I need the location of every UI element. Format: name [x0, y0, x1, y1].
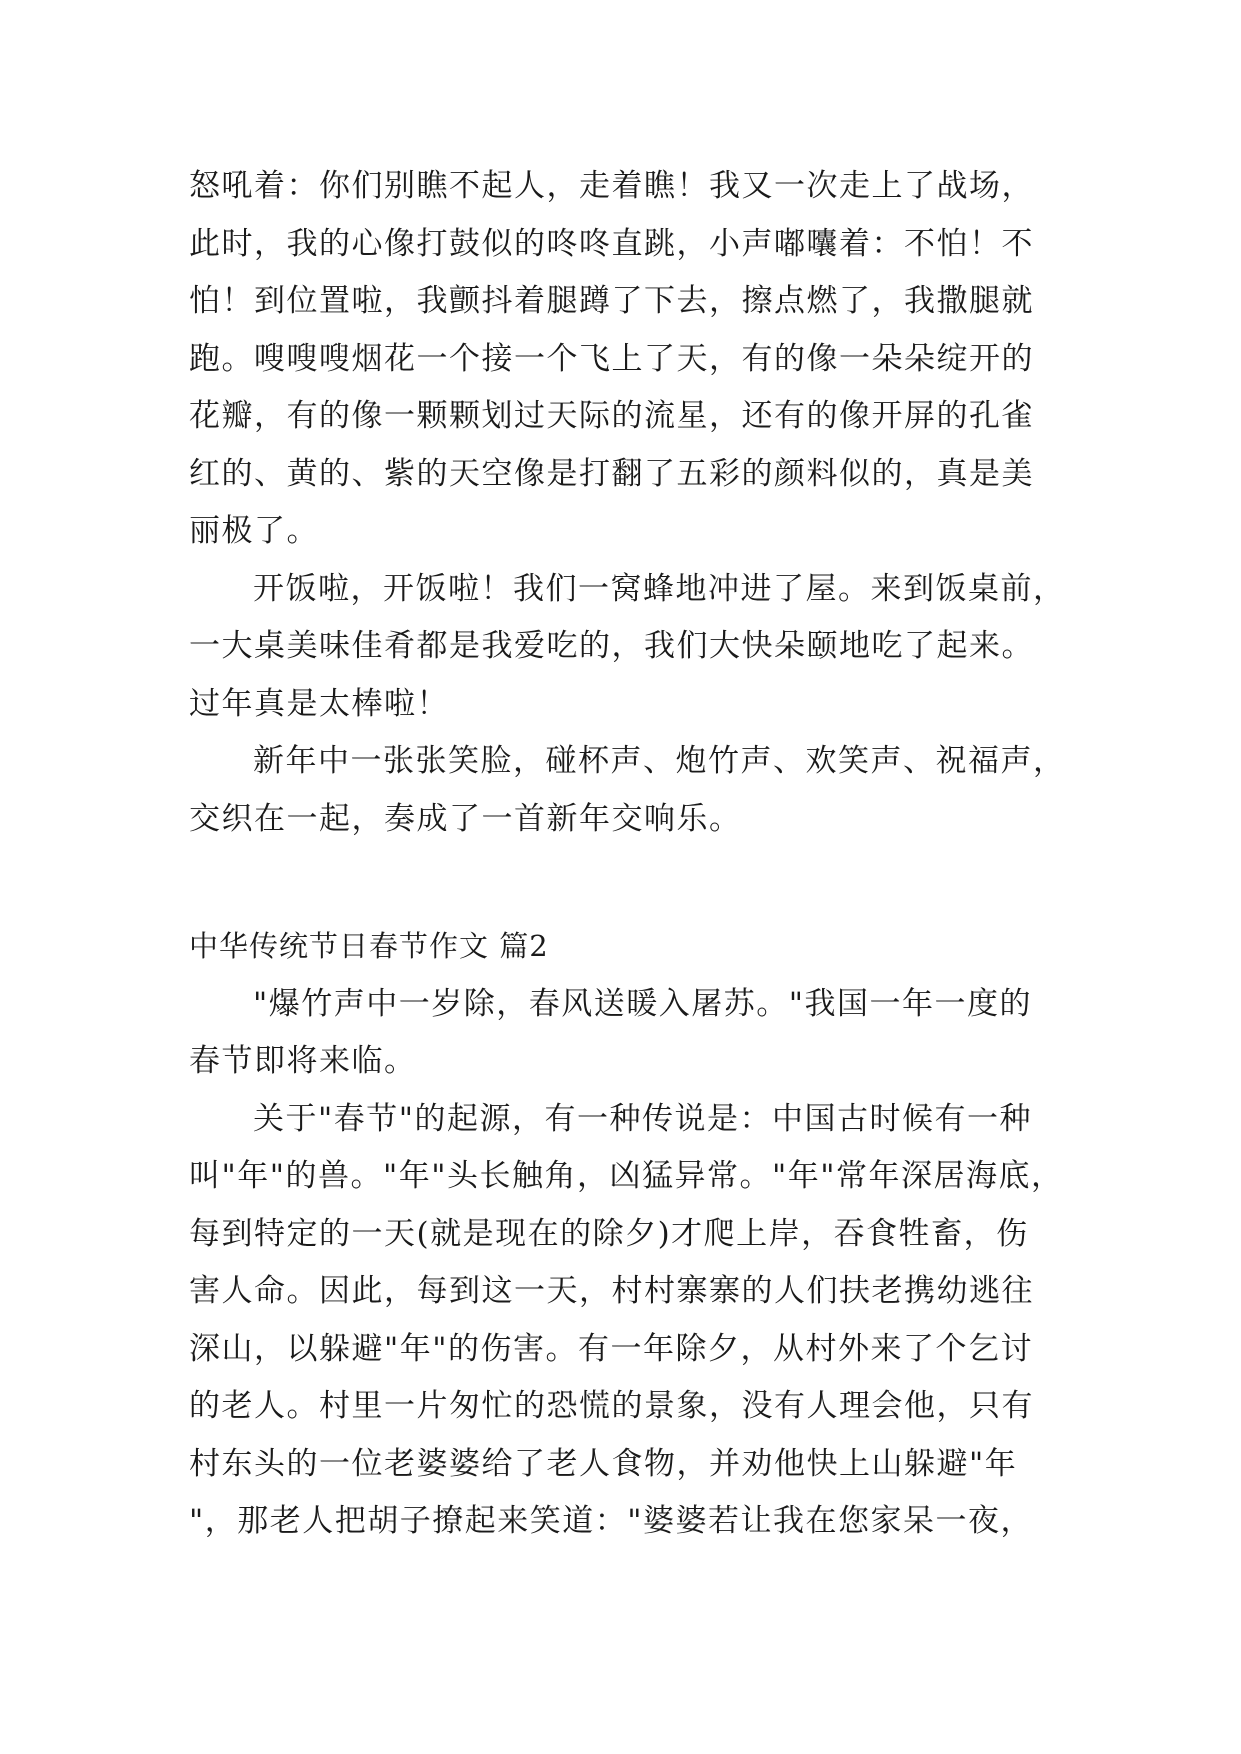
text-line: 的老人。村里一片匆忙的恐慌的景象，没有人理会他，只有 [189, 1388, 1034, 1424]
text-line: 红的、黄的、紫的天空像是打翻了五彩的颜料似的，真是美 [189, 455, 1034, 492]
section-spacer [189, 848, 1049, 918]
text-line: 一大桌美味佳肴都是我爱吃的，我们大快朵颐地吃了起来。 [189, 628, 1034, 664]
text-line: 怒吼着：你们别瞧不起人，走着瞧！我又一次走上了战场， [189, 168, 1034, 204]
text-line: 新年中一张张笑脸，碰杯声、炮竹声、欢笑声、祝福声， [253, 743, 1066, 779]
paragraph [189, 1091, 1064, 1551]
text-line: 深山，以躲避"年"的伤害。有一年除夕，从村外来了个乞讨 [189, 1330, 1034, 1367]
text-line: "爆竹声中一岁除，春风送暖入屠苏。"我国一年一度的 [253, 985, 1033, 1022]
text-line: 过年真是太棒啦！ [189, 685, 449, 722]
paragraph [189, 976, 1049, 1091]
text-line: 关于"春节"的起源，有一种传说是：中国古时候有一种 [253, 1100, 1033, 1137]
text-line: 开饭啦，开饭啦！我们一窝蜂地冲进了屋。来到饭桌前， [253, 570, 1066, 607]
text-line: 每到特定的一天(就是现在的除夕)才爬上岸，吞食牲畜，伤 [189, 1215, 1029, 1252]
paragraph [189, 158, 1049, 561]
text-line: 怕！到位置啦，我颤抖着腿蹲了下去，擦点燃了，我撒腿就 [189, 283, 1034, 319]
text-line: 村东头的一位老婆婆给了老人食物，并劝他快上山躲避"年 [189, 1445, 1018, 1482]
document-body [189, 158, 1066, 1551]
text-line: 丽极了。 [189, 513, 319, 549]
paragraph [189, 561, 1066, 734]
paragraph [189, 733, 1066, 848]
text-line: 害人命。因此，每到这一天，村村寨寨的人们扶老携幼逃往 [189, 1273, 1034, 1309]
text-line: 叫"年"的兽。"年"头长触角，凶猛异常。"年"常年深居海底， [189, 1158, 1064, 1194]
section-heading: 中华传统节日春节作文 篇2 [189, 929, 549, 963]
text-line: 跑。嗖嗖嗖烟花一个接一个飞上了天，有的像一朵朵绽开的 [189, 340, 1034, 377]
text-line: 交织在一起，奏成了一首新年交响乐。 [189, 800, 742, 837]
text-line: 花瓣，有的像一颗颗划过天际的流星，还有的像开屏的孔雀 [189, 398, 1034, 434]
text-line: "，那老人把胡子撩起来笑道："婆婆若让我在您家呆一夜， [189, 1503, 1034, 1539]
text-line: 春节即将来临。 [189, 1043, 417, 1079]
text-line: 此时，我的心像打鼓似的咚咚直跳，小声嘟囔着：不怕！不 [189, 225, 1034, 262]
